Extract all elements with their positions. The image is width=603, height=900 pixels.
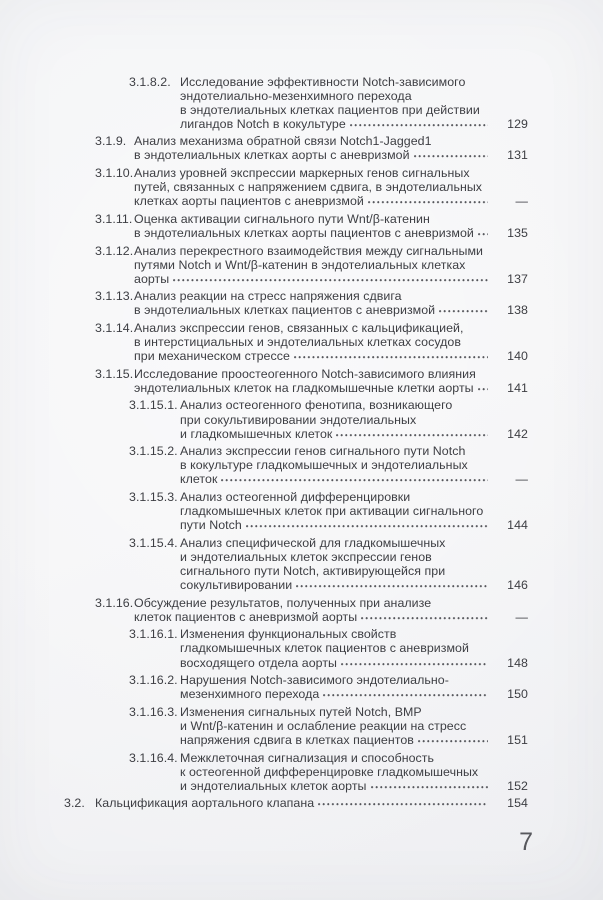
entry-title-line: Обсуждение результатов, полученных при анализе: [134, 595, 432, 610]
toc-entry: [0, 490, 528, 532]
toc-entry: [0, 536, 528, 592]
section-number: 3.1.12.: [95, 243, 134, 258]
entry-title: [180, 705, 528, 747]
page-number: 150: [507, 687, 528, 702]
entry-title-line: клеток: [180, 472, 218, 487]
entry-title-line: в эндотелиальных клетках пациентов при действии: [180, 102, 480, 117]
entry-title: [134, 212, 528, 240]
entry-last-line: [134, 381, 528, 395]
section-number: 3.1.16.4.: [129, 750, 178, 765]
entry-title-line: клетках аорты пациентов с аневризмой: [134, 194, 364, 209]
page-number: 152: [507, 778, 528, 793]
toc-entry: [0, 166, 528, 208]
entry-title-line: клеток пациентов с аневризмой аорты: [134, 609, 358, 624]
dot-leader: [371, 779, 489, 793]
entry-last-line: [180, 779, 528, 793]
entry-title-line: путями Notch и Wnt/β-катенин в эндотелиальных клетках: [134, 257, 466, 272]
dot-leader: [173, 272, 488, 286]
page-number: 146: [507, 578, 528, 593]
dot-leader: [221, 472, 488, 486]
entry-title: [134, 596, 528, 624]
section-number: 3.1.15.4.: [129, 535, 178, 550]
entry-last-line: [134, 272, 528, 286]
page-number: 148: [507, 655, 528, 670]
dot-leader: [296, 578, 488, 592]
entry-title: [134, 244, 528, 286]
page-number: —: [515, 609, 528, 624]
page-number: 131: [507, 148, 528, 163]
entry-last-line: [180, 117, 528, 131]
dot-leader: [246, 518, 488, 532]
table-of-contents: [0, 71, 528, 811]
entry-title-line: и гладкомышечных клеток: [180, 426, 333, 441]
page-number: 135: [507, 225, 528, 240]
entry-title-line: аорты: [134, 271, 170, 286]
entry-title-line: пути Notch: [180, 518, 242, 533]
entry-title-line: Анализ экспрессии генов, связанных с кальцификацией,: [134, 321, 464, 335]
page-number: —: [515, 472, 528, 487]
entry-title-line: лигандов Notch в кокультуре: [180, 116, 346, 131]
dot-leader: [323, 687, 488, 701]
entry-title: [180, 398, 528, 440]
entry-title: [134, 166, 528, 208]
page-number: 144: [507, 518, 528, 533]
toc-entry: [0, 596, 528, 624]
section-number: 3.1.9.: [95, 134, 127, 149]
entry-title-line: Анализ реакции на стресс напряжения сдвига: [134, 289, 402, 304]
entry-title-line: восходящего отдела аорты: [180, 655, 338, 670]
dot-leader: [294, 349, 488, 363]
entry-title-line: Изменения сигнальных путей Notch, BMP: [180, 704, 422, 719]
section-number: 3.1.16.3.: [129, 704, 178, 719]
page-number: 129: [507, 116, 528, 131]
entry-title-line: Оценка активации сигнального пути Wnt/β-катенин: [134, 211, 430, 226]
dot-leader: [418, 733, 488, 747]
dot-leader: [478, 381, 488, 395]
section-number: 3.1.15.2.: [129, 444, 178, 459]
entry-title-line: сокультивировании: [180, 578, 293, 593]
entry-title-line: эндотелиально-мезенхимного перехода: [180, 88, 412, 103]
entry-title-line: Анализ экспрессии генов сигнального пути Notch: [180, 444, 466, 459]
entry-title-line: Исследование проостеогенного Notch-зависимого влияния: [134, 366, 476, 381]
entry-title-line: гладкомышечных клеток пациентов с аневризмой: [180, 641, 469, 656]
entry-title: [180, 444, 528, 486]
dot-leader: [350, 117, 488, 131]
dot-leader: [318, 796, 488, 810]
entry-last-line: [180, 687, 528, 701]
entry-title: [95, 796, 528, 810]
toc-entry: [0, 289, 528, 317]
entry-last-line: [134, 194, 528, 208]
entry-title-line: Анализ остеогенного фенотипа, возникающего: [180, 398, 453, 413]
page-folio: 7: [519, 828, 533, 856]
page-number: —: [515, 194, 528, 209]
entry-last-line: [95, 796, 528, 810]
entry-title: [134, 367, 528, 395]
toc-entry: [0, 134, 528, 162]
entry-last-line: [180, 733, 528, 747]
toc-entry: [0, 367, 528, 395]
entry-title-line: в кокультуре гладкомышечных и эндотелиальных: [180, 458, 468, 473]
entry-title-line: и Wnt/β-катенин и ослабление реакции на стресс: [180, 718, 467, 733]
entry-title-line: при сокультивировании эндотелиальных: [180, 412, 417, 427]
entry-title-line: Межклеточная сигнализация и способность: [180, 750, 435, 765]
section-number: 3.1.15.: [95, 366, 134, 381]
entry-title: [180, 751, 528, 793]
section-number: 3.1.16.2.: [129, 673, 178, 688]
entry-title-line: Анализ механизма обратной связи Notch1-Jagged1: [134, 134, 432, 149]
entry-last-line: [180, 518, 528, 532]
toc-entry: [0, 627, 528, 669]
entry-title-line: при механическом стрессе: [134, 349, 290, 364]
entry-title-line: Анализ уровней экспрессии маркерных генов сигнальных: [134, 166, 470, 181]
dot-leader: [341, 656, 488, 670]
section-number: 3.1.8.2.: [129, 74, 171, 89]
page-number: 154: [507, 796, 528, 811]
entry-title: [180, 490, 528, 532]
page-number: 138: [507, 303, 528, 318]
toc-entry: [0, 751, 528, 793]
dot-leader: [414, 148, 488, 162]
dot-leader: [368, 194, 488, 208]
entry-title: [180, 673, 528, 701]
toc-entry: [0, 673, 528, 701]
entry-title-line: в эндотелиальных клетках аорты пациентов с аневризмой: [134, 225, 474, 240]
entry-last-line: [134, 349, 528, 363]
page-number: 151: [507, 733, 528, 748]
entry-last-line: [134, 610, 528, 624]
entry-title-line: Кальцификация аортального клапана: [95, 796, 315, 811]
entry-title: [180, 536, 528, 592]
entry-title-line: Анализ специфической для гладкомышечных: [180, 535, 446, 550]
entry-title-line: в интерстициальных и эндотелиальных клетках сосудов: [134, 335, 462, 350]
section-number: 3.1.10.: [95, 166, 134, 181]
entry-title-line: Изменения функциональных свойств: [180, 627, 397, 642]
entry-title-line: путей, связанных с напряжением сдвига, в эндотелиальных: [134, 180, 483, 195]
entry-title: [134, 289, 528, 317]
section-number: 3.1.11.: [95, 211, 133, 226]
entry-title-line: и эндотелиальных клеток аорты: [180, 778, 367, 793]
page-number: 140: [507, 349, 528, 364]
toc-entry: [0, 796, 528, 810]
entry-last-line: [134, 226, 528, 240]
dot-leader: [336, 427, 488, 441]
toc-entry: [0, 321, 528, 363]
page-number: 141: [507, 380, 528, 395]
entry-title-line: мезенхимного перехода: [180, 687, 320, 702]
toc-entry: [0, 444, 528, 486]
entry-title-line: в эндотелиальных клетках аорты с аневризмой: [134, 148, 410, 163]
entry-title-line: гладкомышечных клеток при активации сигнального: [180, 504, 484, 519]
entry-last-line: [180, 656, 528, 670]
entry-title-line: эндотелиальных клеток на гладкомышечные клетки аорты: [134, 380, 474, 395]
entry-title-line: Нарушения Notch-зависимого эндотелиально-: [180, 673, 449, 688]
entry-title: [134, 321, 528, 363]
section-number: 3.1.13.: [95, 289, 134, 304]
section-number: 3.1.15.1.: [129, 398, 178, 413]
section-number: 3.1.15.3.: [129, 490, 178, 505]
entry-title-line: сигнального пути Notch, активирующейся при: [180, 564, 446, 578]
toc-entry: [0, 705, 528, 747]
entry-last-line: [134, 303, 528, 317]
toc-entry: [0, 75, 528, 131]
section-number: 3.1.16.: [95, 595, 134, 610]
entry-last-line: [180, 472, 528, 486]
dot-leader: [361, 610, 488, 624]
section-number: 3.1.14.: [95, 321, 134, 335]
entry-last-line: [134, 148, 528, 162]
toc-entry: [0, 244, 528, 286]
entry-title-line: и эндотелиальных клеток экспрессии генов: [180, 549, 432, 564]
entry-title-line: к остеогенной дифференцировке гладкомышечных: [180, 764, 479, 779]
entry-last-line: [180, 578, 528, 592]
page-number: 142: [507, 426, 528, 441]
section-number: 3.1.16.1.: [129, 627, 178, 642]
page-number: 137: [507, 271, 528, 286]
section-number: 3.2.: [64, 796, 85, 811]
entry-title-line: Анализ перекрестного взаимодействия между сигнальными: [134, 243, 484, 258]
dot-leader: [478, 226, 488, 240]
entry-last-line: [180, 427, 528, 441]
entry-title-line: в эндотелиальных клетках пациентов с аневризмой: [134, 303, 436, 318]
entry-title-line: напряжения сдвига в клетках пациентов: [180, 733, 414, 748]
dot-leader: [439, 303, 488, 317]
toc-entry: [0, 398, 528, 440]
entry-title-line: Анализ остеогенной дифференцировки: [180, 490, 411, 505]
entry-title: [180, 75, 528, 131]
entry-title: [134, 134, 528, 162]
entry-title-line: Исследование эффективности Notch-зависимого: [180, 74, 466, 89]
entry-title: [180, 627, 528, 669]
toc-entry: [0, 212, 528, 240]
